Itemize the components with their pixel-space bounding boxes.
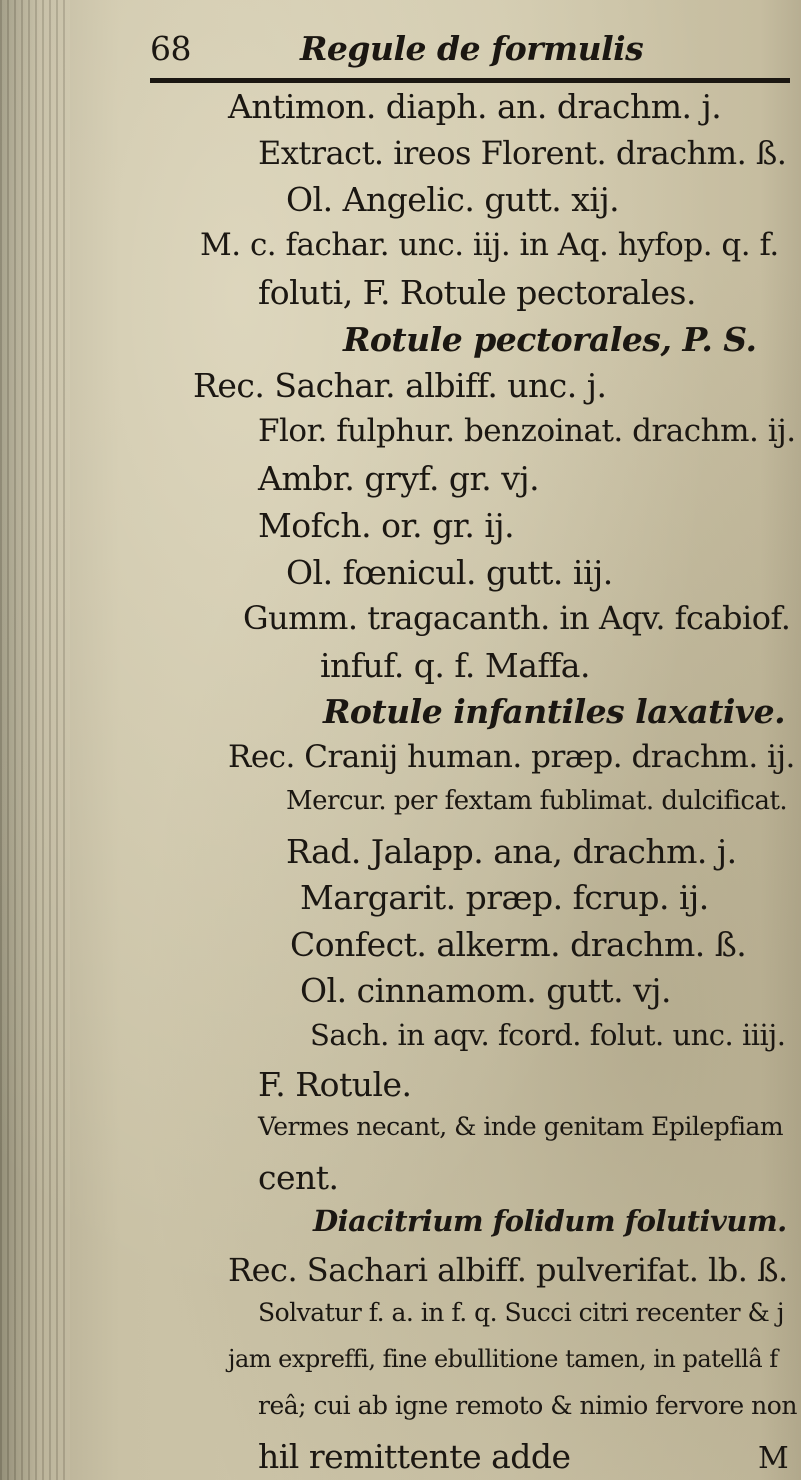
text-line: Vermes necant, & inde genitam Epilepfiam <box>258 1112 784 1141</box>
section-heading: Diacitrium folidum folutivum. <box>313 1204 787 1238</box>
text-line: Solvatur f. a. in f. q. Succi citri recenter & j <box>258 1298 784 1327</box>
text-line: Ol. Angelic. gutt. xij. <box>286 180 620 219</box>
text-line: Confect. alkerm. drachm. ß. <box>290 925 747 964</box>
text-line: Rec. Sachari albiff. pulverifat. lb. ß. <box>228 1251 788 1289</box>
text-line: Rec. Sachar. albiff. unc. j. <box>193 366 607 405</box>
text-line: infuf. q. f. Maffa. <box>320 646 590 685</box>
text-line: Rec. Cranij human. præp. drachm. ij. <box>228 739 795 775</box>
text-line: Ol. fœnicul. gutt. iij. <box>286 553 613 592</box>
page-binding-edge <box>0 0 70 1480</box>
header-rule <box>150 78 790 83</box>
text-line: Mofch. or. gr. ij. <box>258 506 515 545</box>
text-line: Antimon. diaph. an. drachm. j. <box>228 87 722 126</box>
text-line: cent. <box>258 1158 339 1197</box>
page-number: 68 <box>150 29 191 68</box>
text-line: Ambr. gryf. gr. vj. <box>258 459 540 498</box>
section-heading: Rotule infantiles laxative. <box>323 692 786 731</box>
running-title: Regule de formulis <box>300 29 644 68</box>
text-line: reâ; cui ab igne remoto & nimio fervore non <box>258 1391 797 1420</box>
text-line: Gumm. tragacanth. in Aqv. fcabiof. <box>243 599 791 637</box>
text-line: Mercur. per fextam fublimat. dulcificat. <box>286 786 788 816</box>
text-line: Flor. fulphur. benzoinat. drachm. ij. <box>258 413 796 449</box>
text-line: Rad. Jalapp. ana, drachm. j. <box>286 832 737 871</box>
section-heading: Rotule pectorales, P. S. <box>343 320 757 359</box>
text-line: foluti, F. Rotule pectorales. <box>258 273 696 312</box>
text-line: Extract. ireos Florent. drachm. ß. <box>258 134 787 172</box>
text-line: Sach. in aqv. fcord. folut. unc. iiij. <box>310 1018 786 1052</box>
text-line: F. Rotule. <box>258 1065 412 1104</box>
text-line: Margarit. præp. fcrup. ij. <box>300 878 709 917</box>
text-line: M. c. fachar. unc. iij. in Aq. hyfop. q. f. <box>200 227 779 263</box>
catchword: M <box>758 1441 789 1476</box>
text-line: hil remittente adde <box>258 1437 571 1476</box>
text-line: jam expreffi, fine ebullitione tamen, in patellâ f <box>228 1345 778 1373</box>
text-line: Ol. cinnamom. gutt. vj. <box>300 971 671 1010</box>
